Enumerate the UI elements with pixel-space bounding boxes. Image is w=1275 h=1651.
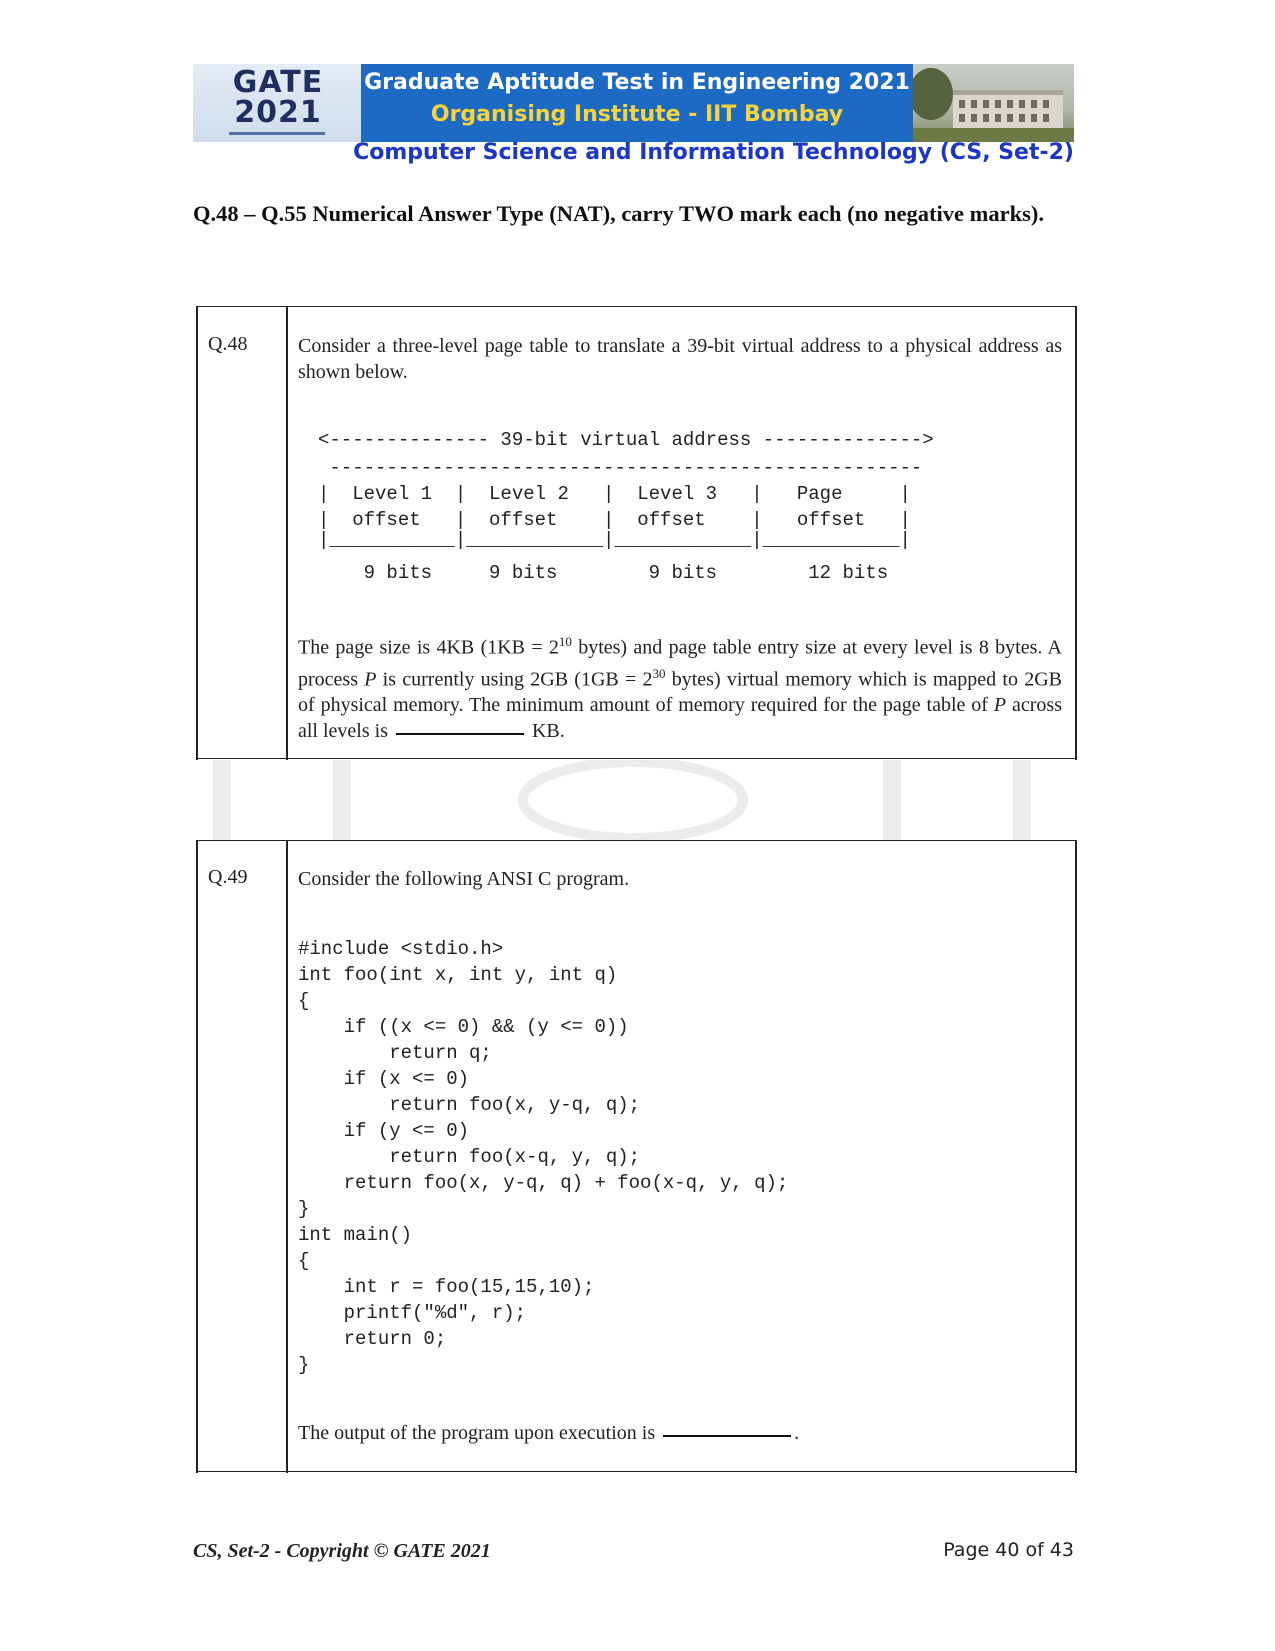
address-diagram-row1: | Level 1 | Level 2 | Level 3 | Page | [318, 483, 911, 505]
answer-blank [663, 1433, 791, 1437]
code-line: #include <stdio.h> [298, 938, 504, 960]
campus-photo [913, 64, 1074, 142]
code-line: { [298, 990, 310, 1012]
banner-title-box [361, 64, 913, 142]
address-diagram-bottom: |___________|____________|____________|____________| [318, 529, 911, 551]
code-line: if ((x <= 0) && (y <= 0)) [298, 1016, 629, 1038]
q48-left-border [196, 306, 198, 760]
logo-strip [229, 132, 325, 135]
watermark-emblem [193, 760, 1073, 840]
q48-intro: Consider a three-level page table to translate a 39-bit virtual address to a physical address as shown below. [298, 335, 1062, 383]
process-variable: P [364, 668, 377, 691]
banner-subtitle: Organising Institute - IIT Bombay [430, 102, 844, 127]
code-line: if (y <= 0) [298, 1120, 470, 1142]
logo-word: GATE [232, 65, 324, 100]
footer-page-number: Page 40 of 43 [943, 1539, 1074, 1561]
exponent: 10 [558, 634, 572, 649]
answer-blank [396, 731, 524, 735]
section-heading: Q.48 – Q.55 Numerical Answer Type (NAT), carry TWO mark each (no negative marks). [193, 201, 1044, 226]
q49-intro: Consider the following ANSI C program. [298, 868, 630, 890]
question-number: Q.48 [208, 333, 248, 355]
code-line: } [298, 1354, 310, 1376]
code-line: return foo(x, y-q, q); [298, 1094, 641, 1116]
q49-outro: The output of the program upon execution is . [298, 1422, 800, 1444]
address-diagram-top: ---------------------------------------------------- [318, 457, 923, 479]
q49-divider [286, 840, 288, 1473]
q49-right-border [1075, 840, 1077, 1473]
code-line: } [298, 1198, 310, 1220]
code-line: int foo(int x, int y, int q) [298, 964, 618, 986]
q49-left-border [196, 840, 198, 1473]
building-image [913, 64, 1074, 142]
code-line: if (x <= 0) [298, 1068, 470, 1090]
code-line: int r = foo(15,15,10); [298, 1276, 595, 1298]
q48-body: The page size is 4KB ($1KB = 2^{10}$ bytes) and page table entry size at every level is 8 bytes. A process P is currently using 2GB ($1GB = 2^{30}$ bytes) virtual memory which is mapped to 2GB of physical memory. The minimum amount of memory required for the page table of P across all levels is KB. [298, 634, 1062, 743]
address-diagram-bits: 9 bits 9 bits 9 bits 12 bits [318, 562, 889, 584]
logo-year: 2021 [234, 95, 322, 130]
q48-right-border [1075, 306, 1077, 760]
code-line: int main() [298, 1224, 413, 1246]
code-block [298, 910, 788, 1404]
address-diagram-row2: | offset | offset | offset | offset | [318, 509, 911, 531]
code-line: return foo(x, y-q, q) + foo(x-q, y, q); [298, 1172, 789, 1194]
code-line: { [298, 1250, 310, 1272]
code-line: printf("%d", r); [298, 1302, 527, 1324]
process-variable: P [993, 694, 1007, 717]
code-line: return 0; [298, 1328, 447, 1350]
header-banner [193, 64, 1074, 142]
code-line: return q; [298, 1042, 492, 1064]
q48-divider [286, 306, 288, 760]
code-line: return foo(x-q, y, q); [298, 1146, 641, 1168]
gate-logo [193, 64, 361, 142]
address-diagram-arrow: <-------------- 39-bit virtual address --------------> [318, 429, 934, 451]
subject-title: Computer Science and Information Technology (CS, Set-2) [353, 140, 1074, 165]
question-number: Q.49 [208, 866, 248, 888]
banner-title: Graduate Aptitude Test in Engineering 2021 [364, 70, 910, 95]
footer-copyright: CS, Set-2 - Copyright © GATE 2021 [193, 1540, 491, 1562]
exponent: 30 [652, 665, 666, 681]
